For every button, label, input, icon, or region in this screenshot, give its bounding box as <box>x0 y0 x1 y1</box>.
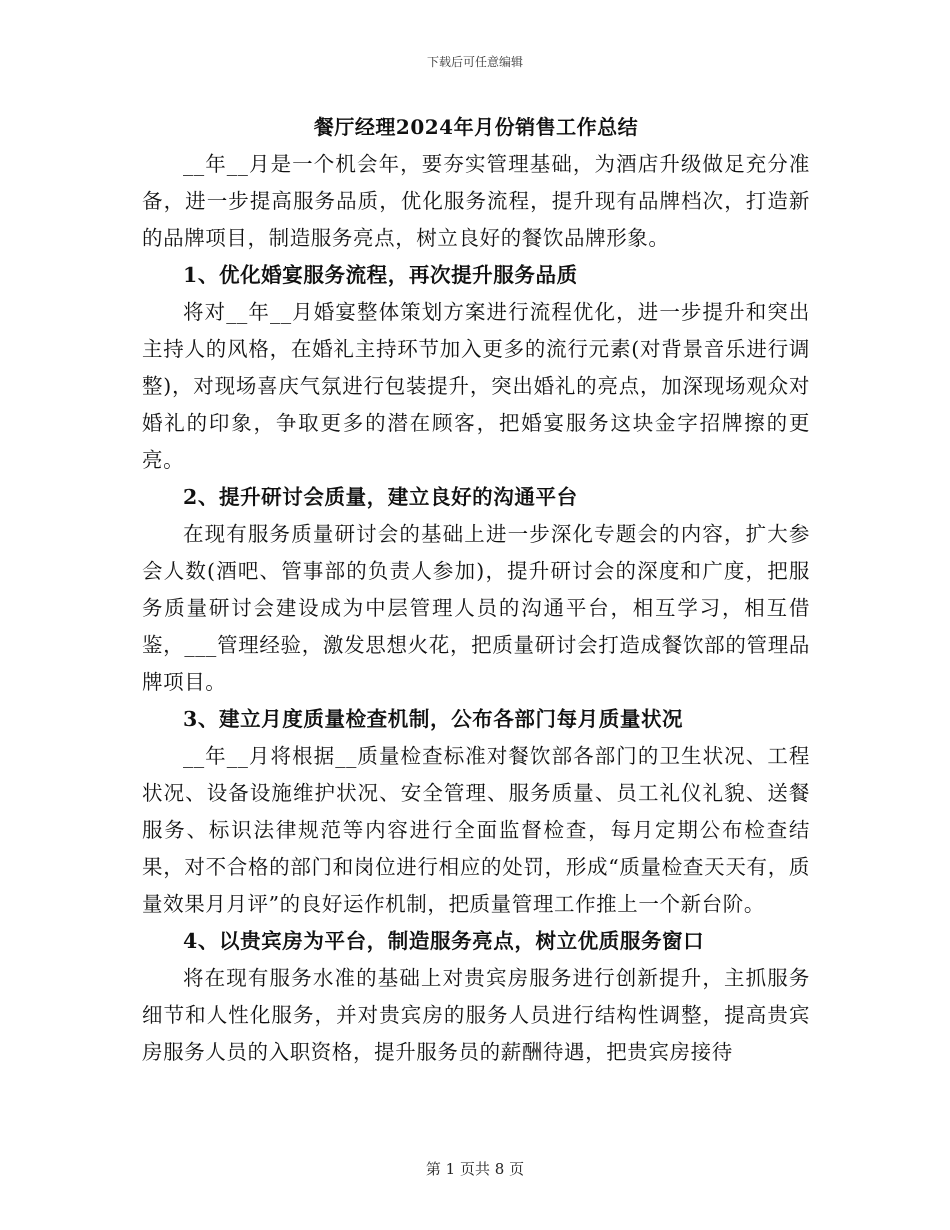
document-title: 餐厅经理2024年月份销售工作总结 <box>313 115 639 139</box>
intro-paragraph: __年__月是一个机会年，要夯实管理基础，为酒店升级做足充分准备，进一步提高服务品质，优化服务流程，提升现有品牌档次，打造新的品牌项目，制造服务亮点，树立良好的餐饮品牌形象。 <box>142 152 810 250</box>
section-2 <box>142 479 810 701</box>
section-paragraph: __年__月将根据__质量检查标准对餐饮部各部门的卫生状况、工程状况、设备设施维护状况、安全管理、服务质量、员工礼仪礼貌、送餐服务、标识法律规范等内容进行全面监督检查，每月定期公布检查结果，对不合格的部门和岗位进行相应的处罚，形成“质量检查天天有，质量效果月月评”的良好运作机制，把质量管理工作推上一个新台阶。 <box>142 744 810 916</box>
header-note: 下载后可任意编辑 <box>426 55 523 69</box>
section-4 <box>142 923 810 1071</box>
section-heading: 2、提升研讨会质量，建立良好的沟通平台 <box>183 485 578 509</box>
section-paragraph: 将在现有服务水准的基础上对贵宾房服务进行创新提升，主抓服务细节和人性化服务，并对贵宾房的服务人员进行结构性调整，提高贵宾房服务人员的入职资格，提升服务员的薪酬待遇，把贵宾房接待 <box>142 966 810 1064</box>
section-heading: 4、以贵宾房为平台，制造服务亮点，树立优质服务窗口 <box>183 929 705 953</box>
section-1 <box>142 257 810 479</box>
section-heading: 3、建立月度质量检查机制，公布各部门每月质量状况 <box>183 707 684 731</box>
section-paragraph: 在现有服务质量研讨会的基础上进一步深化专题会的内容，扩大参会人数(酒吧、管事部的负责人参加)，提升研讨会的深度和广度，把服务质量研讨会建设成为中层管理人员的沟通平台，相互学习，相互借鉴，___管理经验，激发思想火花，把质量研讨会打造成餐饮部的管理品牌项目。 <box>142 522 810 694</box>
section-paragraph: 将对__年__月婚宴整体策划方案进行流程优化，进一步提升和突出主持人的风格，在婚礼主持环节加入更多的流行元素(对背景音乐进行调整)，对现场喜庆气氛进行包装提升，突出婚礼的亮点，加深现场观众对婚礼的印象，争取更多的潜在顾客，把婚宴服务这块金字招牌擦的更亮。 <box>142 300 810 472</box>
section-3 <box>142 701 810 923</box>
page-number-footer: 第 1 页共 8 页 <box>425 1160 525 1178</box>
section-heading: 1、优化婚宴服务流程，再次提升服务品质 <box>183 263 578 287</box>
document-body <box>142 108 810 1071</box>
